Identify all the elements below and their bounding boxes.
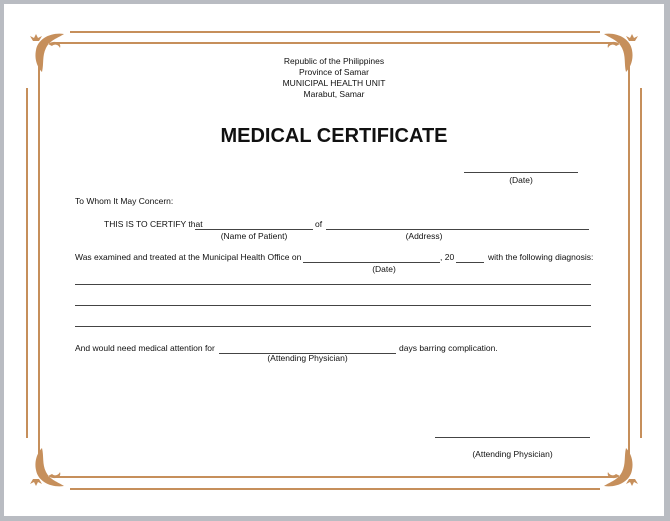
of-text: of [315,219,323,229]
border-outer-right [640,88,642,438]
border-inner-top [54,42,614,44]
patient-label: (Name of Patient) [220,231,288,241]
patient-name-line[interactable] [195,229,313,230]
border-outer-left [26,88,28,438]
corner-ornament-icon [600,28,644,72]
border-outer-bottom [70,488,600,490]
year-line[interactable] [456,262,484,263]
header-republic: Republic of the Philippines [283,56,385,66]
physician-label-2: (Attending Physician) [472,449,553,459]
salutation: To Whom It May Concern: [75,196,174,206]
date-line [464,172,578,173]
address-label: (Address) [405,231,443,241]
certify-text: THIS IS TO CERTIFY that [104,219,203,229]
signature-line[interactable] [435,437,590,438]
exam-date-label: (Date) [372,264,396,274]
address-line[interactable] [326,229,589,230]
corner-ornament-icon [600,448,644,492]
diagnosis-line-3[interactable] [75,326,591,327]
corner-ornament-icon [24,448,68,492]
diagnosis-text: with the following diagnosis: [488,252,594,262]
days-text: days barring complication. [399,343,498,353]
diagnosis-line-1[interactable] [75,284,591,285]
page-title: MEDICAL CERTIFICATE [220,125,448,147]
header-province: Province of Samar [299,67,369,77]
certificate-page [4,4,664,516]
year-text: , 20 [440,252,455,262]
diagnosis-line-2[interactable] [75,305,591,306]
attention-text: And would need medical attention for [75,343,215,353]
header-unit: MUNICIPAL HEALTH UNIT [282,78,386,88]
corner-ornament-icon [24,28,68,72]
physician-label-1: (Attending Physician) [267,353,348,363]
exam-date-line[interactable] [303,262,440,263]
header-town: Marabut, Samar [303,89,365,99]
border-inner-left [38,54,40,466]
border-outer-top [70,31,600,33]
border-inner-bottom [54,476,614,478]
border-inner-right [628,54,630,466]
examined-text: Was examined and treated at the Municipal Health Office on [75,252,302,262]
date-label: (Date) [509,175,533,185]
